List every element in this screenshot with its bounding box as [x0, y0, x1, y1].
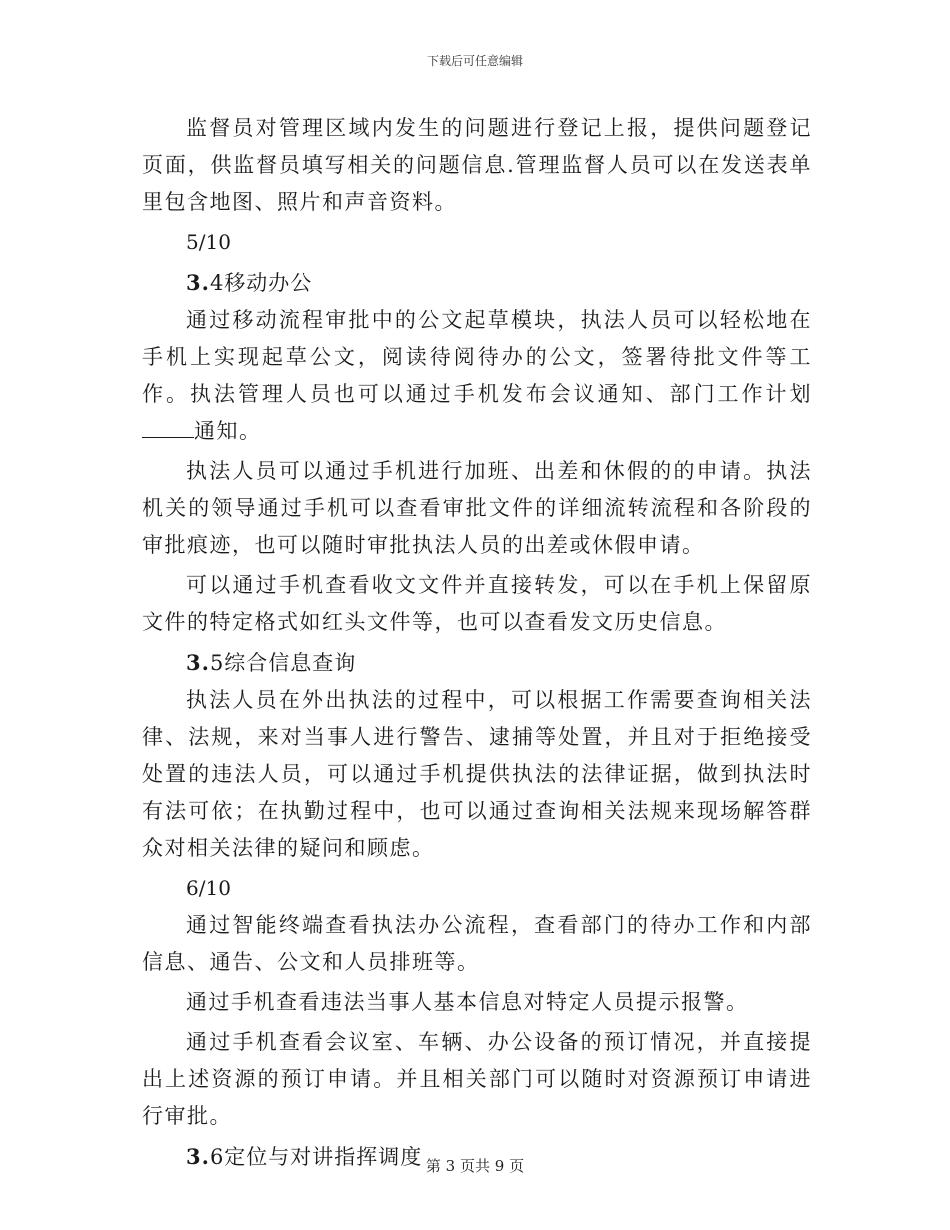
paragraph-resource-booking: 通过手机查看会议室、车辆、办公设备的预订情况，并直接提出上述资源的预订申请。并且相关部门可以随时对资源预订申请进行审批。: [142, 1030, 812, 1128]
page-marker-5: 5/10: [186, 230, 231, 254]
paragraph-law-query: 执法人员在外出执法的过程中，可以根据工作需要查询相关法律、法规，来对当事人进行警告、逮捕等处置，并且对于拒绝接受处置的违法人员，可以通过手机提供执法的法律证据，做到执法时有法可依；在执勤过程中，也可以通过查询相关法规来现场解答群众对相关法律的疑问和顾虑。: [142, 688, 812, 860]
section-heading-3-5: [142, 644, 812, 682]
paragraph-offender-alert: 通过手机查看违法当事人基本信息对特定人员提示报警。: [186, 990, 749, 1014]
section-heading-3-4: [142, 264, 812, 302]
blank-underline: [142, 419, 194, 438]
section-number: 3.: [186, 270, 210, 295]
paragraph-problem-reporting: 监督员对管理区域内发生的问题进行登记上报，提供问题登记页面，供监督员填写相关的问题信息.管理监督人员可以在发送表单里包含地图、照片和声音资料。: [142, 116, 812, 214]
section-number: 3.: [186, 1144, 210, 1169]
paragraph-office-workflow: 通过智能终端查看执法办公流程，查看部门的待办工作和内部信息、通告、公文和人员排班等。: [142, 913, 812, 974]
section-title: 6定位与对讲指挥调度: [209, 1145, 423, 1169]
section-title: 5综合信息查询: [209, 651, 357, 675]
page-header: 下载后可任意编辑: [426, 54, 523, 68]
paragraph-leave-application: 执法人员可以通过手机进行加班、出差和休假的的申请。执法机关的领导通过手机可以查看审批文件的详细流转流程和各阶段的审批痕迹，也可以随时审批执法人员的出差或休假申请。: [142, 459, 812, 557]
section-title: 4移动办公: [209, 271, 313, 295]
paragraph-text: 通过移动流程审批中的公文起草模块，执法人员可以轻松地在手机上实现起草公文，阅读待阅待办的公文，签署待批文件等工作。执法管理人员也可以通过手机发布会议通知、部门工作计划: [142, 308, 812, 406]
paragraph-tail: 通知。: [194, 419, 262, 443]
paragraph-document-drafting: [142, 302, 812, 450]
paragraph-incoming-documents: 可以通过手机查看收文文件并直接转发，可以在手机上保留原文件的特定格式如红头文件等，也可以查看发文历史信息。: [142, 573, 812, 634]
page-footer: 第 3 页共 9 页: [425, 1157, 525, 1175]
document-body: [142, 110, 812, 1176]
section-number: 3.: [186, 650, 210, 675]
page-marker-6: 6/10: [186, 876, 231, 900]
